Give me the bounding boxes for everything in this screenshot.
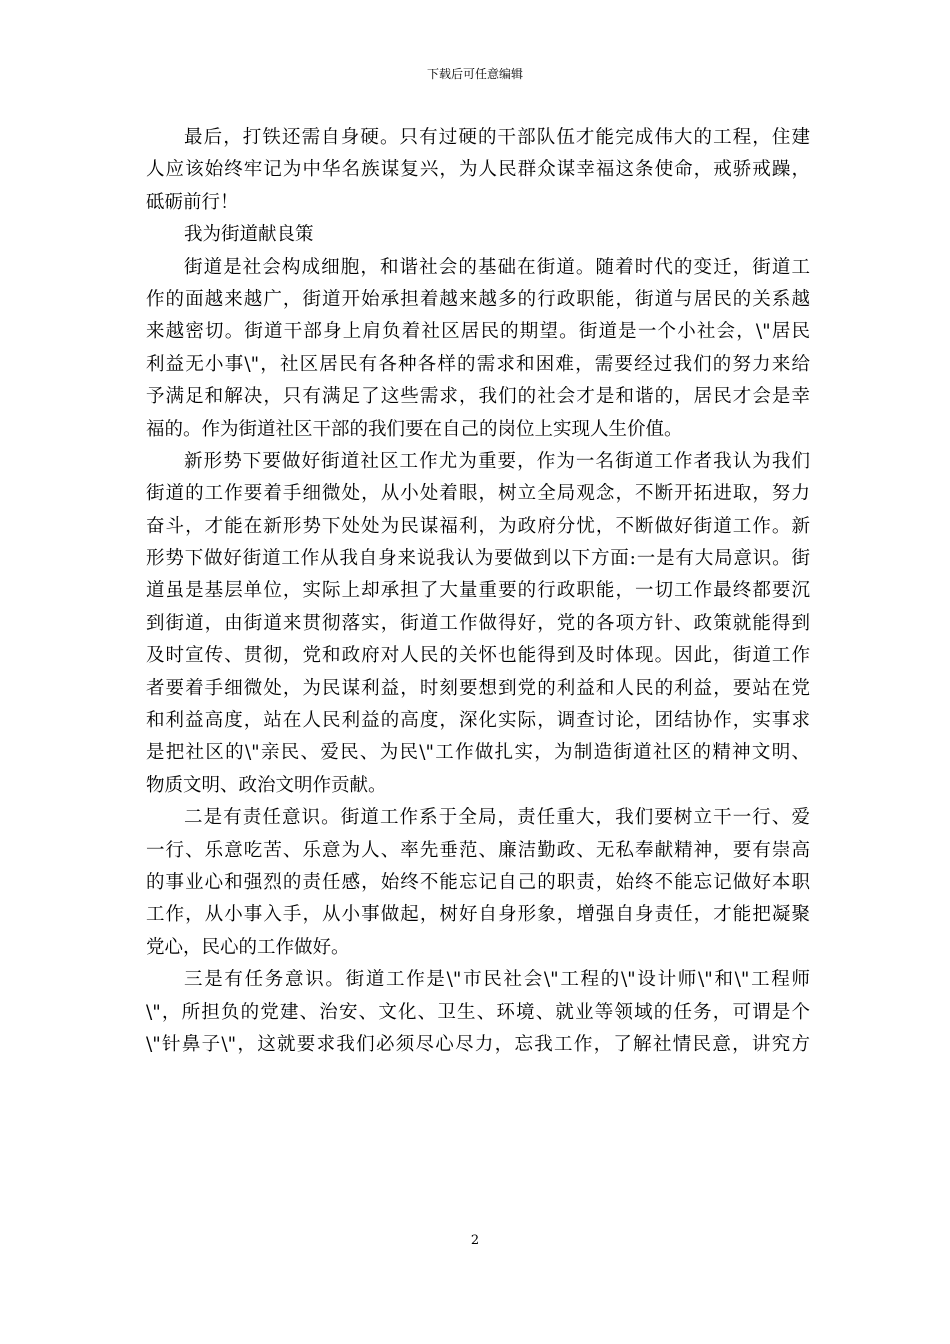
text-line: \"针鼻子\"，这就要求我们必须尽心尽力，忘我工作，了解社情民意，讲究方 <box>146 1033 810 1055</box>
text-line: 三是有任务意识。街道工作是\"市民社会\"工程的\"设计师\"和\"工程师 <box>184 969 810 991</box>
text-line: 街道是社会构成细胞，和谐社会的基础在街道。随着时代的变迁，街道工 <box>184 256 810 278</box>
text-line: 作的面越来越广，街道开始承担着越来越多的行政职能，街道与居民的关系越 <box>146 288 810 310</box>
text-line: 的事业心和强烈的责任感，始终不能忘记自己的职责，始终不能忘记做好本职 <box>146 871 810 893</box>
text-line: 物质文明、政治文明作贡献。 <box>146 774 387 796</box>
text-line: 一行、乐意吃苦、乐意为人、率先垂范、廉洁勤政、无私奉献精神，要有崇高 <box>146 839 810 861</box>
text-line: 最后，打铁还需自身硬。只有过硬的干部队伍才能完成伟大的工程，住建 <box>184 127 810 148</box>
text-line: 利益无小事\"，社区居民有各种各样的需求和困难，需要经过我们的努力来给 <box>146 353 810 375</box>
page-number: 2 <box>470 1233 480 1248</box>
text-line: 奋斗，才能在新形势下处处为民谋福利，为政府分忧，不断做好街道工作。新 <box>146 515 810 537</box>
text-line: 是把社区的\"亲民、爱民、为民\"工作做扎实，为制造街道社区的精神文明、 <box>146 742 810 764</box>
text-line: 党心，民心的工作做好。 <box>146 936 350 958</box>
text-line: 及时宣传、贯彻，党和政府对人民的关怀也能得到及时体现。因此，街道工作 <box>146 645 810 667</box>
text-line: 到街道，由街道来贯彻落实，街道工作做得好，党的各项方针、政策就能得到 <box>146 612 810 634</box>
text-line: 道虽是基层单位，实际上却承担了大量重要的行政职能，一切工作最终都要沉 <box>146 580 810 602</box>
section-heading: 我为街道献良策 <box>184 224 314 246</box>
text-line: 予满足和解决，只有满足了这些需求，我们的社会才是和谐的，居民才会是幸 <box>146 386 810 408</box>
text-line: 和利益高度，站在人民利益的高度，深化实际，调查讨论，团结协作，实事求 <box>146 710 810 732</box>
text-line: 工作，从小事入手，从小事做起，树好自身形象，增强自身责任，才能把凝聚 <box>146 904 810 926</box>
text-line: 福的。作为街道社区干部的我们要在自己的岗位上实现人生价值。 <box>146 418 683 440</box>
text-line: 者要着手细微处，为民谋利益，时刻要想到党的利益和人民的利益，要站在党 <box>146 677 810 699</box>
text-line: 二是有责任意识。街道工作系于全局，责任重大，我们要树立干一行、爱 <box>184 807 810 829</box>
text-line: 街道的工作要着手细微处，从小处着眼，树立全局观念，不断开拓进取，努力 <box>146 483 810 505</box>
text-line: 砥砺前行！ <box>146 191 239 213</box>
document-body <box>146 122 810 1061</box>
text-line: 人应该始终牢记为中华名族谋复兴，为人民群众谋幸福这条使命，戒骄戒躁， <box>146 159 810 181</box>
text-line: 来越密切。街道干部身上肩负着社区居民的期望。街道是一个小社会，\"居民 <box>146 321 810 343</box>
text-line: 形势下做好街道工作从我自身来说我认为要做到以下方面:一是有大局意识。街 <box>146 548 810 570</box>
text-line: 新形势下要做好街道社区工作尤为重要，作为一名街道工作者我认为我们 <box>184 450 810 472</box>
page-header: 下载后可任意编辑 <box>426 67 523 81</box>
text-line: \"，所担负的党建、治安、文化、卫生、环境、就业等领域的任务，可谓是个 <box>146 1001 810 1023</box>
